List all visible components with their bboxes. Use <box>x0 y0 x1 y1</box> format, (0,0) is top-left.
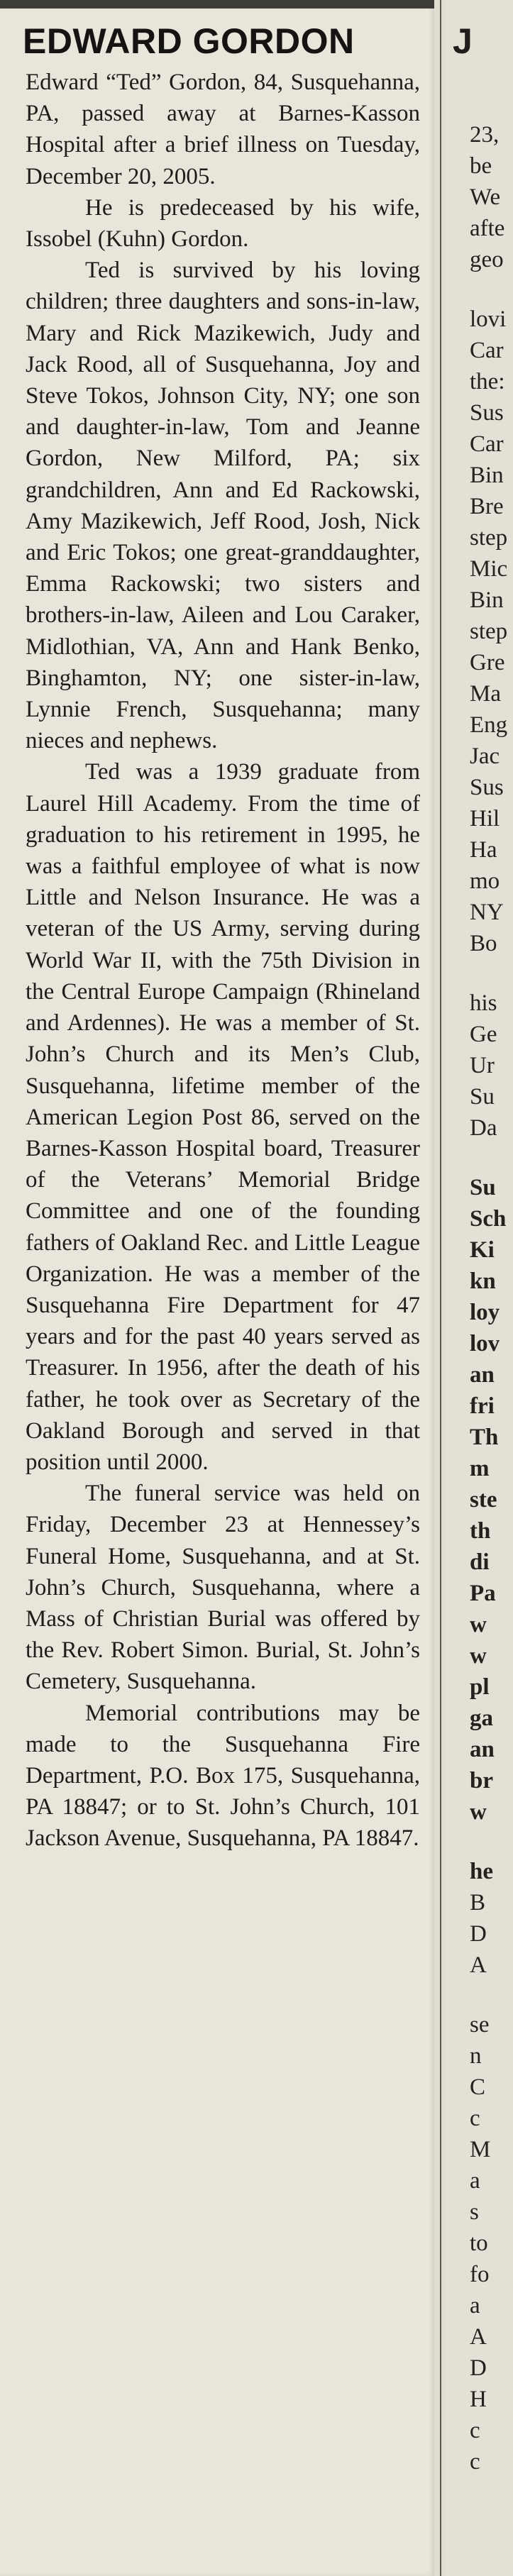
adjacent-line-fragment: Da <box>470 1115 497 1141</box>
adjacent-line-fragment: A <box>470 2324 487 2350</box>
adjacent-line-fragment: w <box>470 1643 487 1669</box>
adjacent-line-fragment: s <box>470 2199 479 2225</box>
adjacent-line-fragment: the: <box>470 369 505 394</box>
adjacent-line-fragment: br <box>470 1768 493 1793</box>
adjacent-line-fragment: Car <box>470 338 504 363</box>
adjacent-line-fragment: th <box>470 1518 491 1544</box>
adjacent-line-fragment: kn <box>470 1268 496 1294</box>
adjacent-line-fragment: se <box>470 2012 490 2038</box>
adjacent-line-fragment: Bin <box>470 587 504 613</box>
adjacent-line-fragment: c <box>470 2418 480 2443</box>
adjacent-headline-fragment: J <box>453 21 473 61</box>
adjacent-line-fragment: w <box>470 1612 487 1637</box>
adjacent-line-fragment: Pa <box>470 1581 496 1606</box>
adjacent-line-fragment: D <box>470 1921 487 1947</box>
obituary-column <box>23 18 420 1854</box>
adjacent-line-fragment: Ur <box>470 1053 495 1078</box>
adjacent-line-fragment: Sus <box>470 775 504 800</box>
adjacent-line-fragment: Ge <box>470 1022 497 1047</box>
adjacent-line-fragment: an <box>470 1362 495 1388</box>
adjacent-line-fragment: C <box>470 2074 486 2100</box>
adjacent-line-fragment: Bo <box>470 931 497 956</box>
adjacent-line-fragment: a <box>470 2168 480 2194</box>
adjacent-line-fragment: n <box>470 2043 482 2069</box>
adjacent-line-fragment: di <box>470 1549 490 1575</box>
adjacent-line-fragment: Gre <box>470 650 505 675</box>
column-divider <box>440 0 441 2576</box>
adjacent-line-fragment: c <box>470 2106 480 2131</box>
adjacent-line-fragment: Car <box>470 431 504 457</box>
adjacent-line-fragment: step <box>470 619 508 644</box>
adjacent-line-fragment: 23, <box>470 122 500 148</box>
adjacent-line-fragment: c <box>470 2449 480 2475</box>
adjacent-line-fragment: fo <box>470 2262 490 2287</box>
adjacent-line-fragment: M <box>470 2137 491 2162</box>
adjacent-line-fragment: ste <box>470 1487 497 1513</box>
adjacent-line-fragment: Bre <box>470 494 504 519</box>
adjacent-line-fragment: Ma <box>470 681 501 707</box>
adjacent-line-fragment: an <box>470 1737 495 1762</box>
adjacent-line-fragment: ga <box>470 1706 493 1731</box>
adjacent-line-fragment: Su <box>470 1175 496 1200</box>
obituary-paragraph-predeceased: He is predeceased by his wife, Issobel (Kuhn) Gordon. <box>26 194 420 253</box>
obituary-headline: EDWARD GORDON <box>23 21 355 61</box>
adjacent-line-fragment: Sch <box>470 1206 507 1232</box>
adjacent-line-fragment: to <box>470 2230 488 2256</box>
adjacent-line-fragment: lovi <box>470 306 507 332</box>
adjacent-line-fragment: B <box>470 1890 486 1916</box>
adjacent-line-fragment: We <box>470 184 501 210</box>
adjacent-line-fragment: Mic <box>470 556 508 582</box>
adjacent-line-fragment: step <box>470 525 508 551</box>
adjacent-line-fragment: loy <box>470 1300 500 1325</box>
obituary-paragraph-survivors: Ted is survived by his loving children; three daughters and sons-in-law, Mary and Rick Mazikewich, Judy and Jack Rood, all of Susquehanna, Joy and Steve Tokos, Johnson City, NY; one son and daughter-in-law, Tom and Jeanne Gordon, New Milford, PA; six grandchildren, Ann and Ed Rackowski, Amy Mazikewich, Jeff Rood, Josh, Nick and Eric Tokos; one great-granddaughter, Emma Rackowski; two sisters and brothers-in-law, Aileen and Lou Caraker, Midlothian, VA, Ann and Hank Benko, Binghamton, NY; one sister-in-law, Lynnie French, Susquehanna; many nieces and nephews. <box>26 258 420 754</box>
adjacent-line-fragment: w <box>470 1799 487 1825</box>
adjacent-line-fragment: Ki <box>470 1237 495 1263</box>
adjacent-line-fragment: Bin <box>470 463 504 488</box>
adjacent-line-fragment: Jac <box>470 743 500 769</box>
adjacent-clipped-column <box>446 0 513 2576</box>
obituary-paragraph-memorials: Memorial contributions may be made to the Susquehanna Fire Department, P.O. Box 175, Susquehanna, PA 18847; or to St. John’s Church, 101 Jackson Avenue, Susquehanna, PA 18847. <box>26 1700 420 1852</box>
adjacent-line-fragment: D <box>470 2355 487 2381</box>
adjacent-line-fragment: H <box>470 2387 487 2412</box>
adjacent-line-fragment: his <box>470 990 497 1016</box>
obituary-paragraph-death-notice: Edward “Ted” Gordon, 84, Susquehanna, PA, passed away at Barnes-Kasson Hospital after a brief illness on Tuesday, December 20, 2005. <box>26 70 420 189</box>
adjacent-line-fragment: Hil <box>470 806 500 831</box>
adjacent-line-fragment: mo <box>470 868 500 894</box>
adjacent-line-fragment: fri <box>470 1393 495 1419</box>
adjacent-line-fragment: be <box>470 153 492 179</box>
adjacent-line-fragment: m <box>470 1456 490 1481</box>
obituary-paragraph-biography: Ted was a 1939 graduate from Laurel Hill Academy. From the time of graduation to his retirement in 1995, he was a faithful employee of what is now Little and Nelson Insurance. He was a veteran of the US Army, serving during World War II, with the 75th Division in the Central Europe Campaign (Rhineland and Ardennes). He was a member of St. John’s Church and its Men’s Club, Susquehanna, lifetime member of the American Legion Post 86, served on the Barnes-Kasson Hospital board, Treasurer of the Veterans’ Memorial Bridge Committee and one of the founding fathers of Oakland Rec. and Little League Organization. He was a member of the Susquehanna Fire Department for 47 years and for the past 40 years served as Treasurer. In 1956, after the death of his father, he took over as Secretary of the Oakland Borough and served in that position until 2000. <box>26 759 420 1475</box>
adjacent-line-fragment: Sus <box>470 400 504 426</box>
adjacent-line-fragment: A <box>470 1952 487 1978</box>
obituary-paragraph-funeral: The funeral service was held on Friday, December 23 at Hennessey’s Funeral Home, Susquehanna, and at St. John’s Church, Susquehanna, where a Mass of Christian Burial was offered by the Rev. Robert Simon. Burial, St. John’s Cemetery, Susquehanna. <box>26 1481 420 1695</box>
adjacent-line-fragment: Ha <box>470 837 497 863</box>
adjacent-line-fragment: pl <box>470 1674 490 1700</box>
adjacent-line-fragment: NY <box>470 900 504 925</box>
adjacent-line-fragment: a <box>470 2293 480 2318</box>
adjacent-line-fragment: geo <box>470 247 504 272</box>
adjacent-line-fragment: lov <box>470 1331 500 1356</box>
adjacent-line-fragment: he <box>470 1859 493 1884</box>
adjacent-line-fragment: Eng <box>470 712 508 738</box>
adjacent-line-fragment: Th <box>470 1425 499 1450</box>
adjacent-line-fragment: afte <box>470 216 505 241</box>
adjacent-line-fragment: Su <box>470 1084 495 1110</box>
clipping-top-edge <box>0 0 434 9</box>
